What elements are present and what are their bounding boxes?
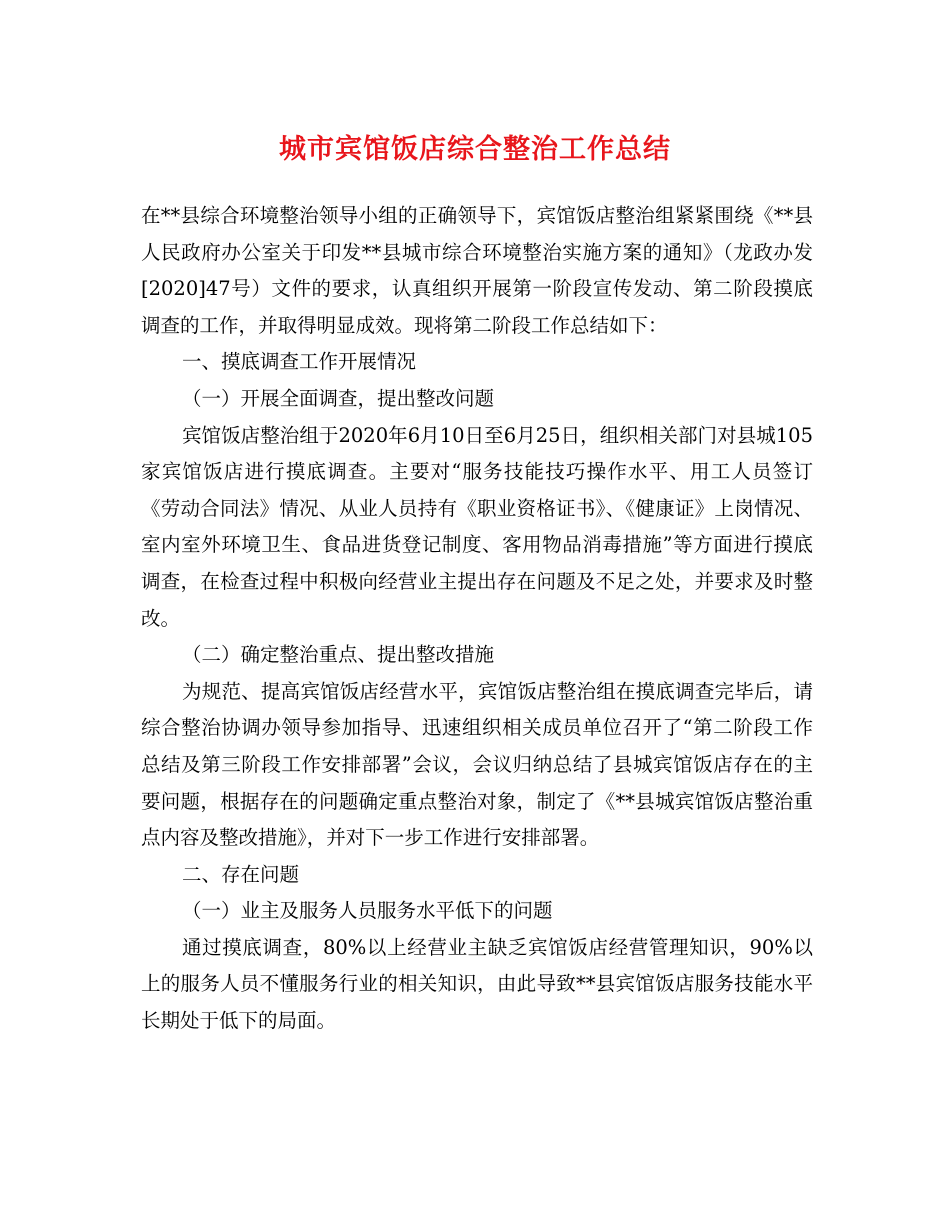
- body-paragraph: 为规范、提高宾馆饭店经营水平，宾馆饭店整治组在摸底调查完毕后，请综合整治协调办领导参加指导、迅速组织相关成员单位召开了“第二阶段工作总结及第三阶段工作安排部署”会议，会议归纳总结了县城宾馆饭店存在的主要问题，根据存在的问题确定重点整治对象，制定了《**县城宾馆饭店整治重点内容及整改措施》，并对下一步工作进行安排部署。: [141, 679, 813, 850]
- subsection-heading-1-2: （二）确定整治重点、提出整改措施: [182, 643, 495, 667]
- subsection-heading-1-1: （一）开展全面调查，提出整改问题: [182, 386, 495, 410]
- document-body: [141, 198, 813, 1040]
- intro-paragraph: 在**县综合环境整治领导小组的正确领导下，宾馆饭店整治组紧紧围绕《**县人民政府办公室关于印发**县城市综合环境整治实施方案的通知》（龙政办发[2020]47号）文件的要求，认真组织开展第一阶段宣传发动、第二阶段摸底调查的工作，并取得明显成效。现将第二阶段工作总结如下：: [141, 204, 813, 337]
- body-paragraph: 通过摸底调查，80%以上经营业主缺乏宾馆饭店经营管理知识，90%以上的服务人员不懂服务行业的相关知识，由此导致**县宾馆饭店服务技能水平长期处于低下的局面。: [141, 935, 813, 1033]
- subsection-heading-2-1: （一）业主及服务人员服务水平低下的问题: [182, 899, 553, 923]
- body-paragraph: 宾馆饭店整治组于2020年6月10日至6月25日，组织相关部门对县城105家宾馆饭店进行摸底调查。主要对“服务技能技巧操作水平、用工人员签订《劳动合同法》情况、从业人员持有《职业资格证书》、《健康证》上岗情况、室内室外环境卫生、食品进货登记制度、客用物品消毒措施”等方面进行摸底调查，在检查过程中积极向经营业主提出存在问题及不足之处，并要求及时整改。: [141, 423, 813, 630]
- section-heading-2: 二、存在问题: [182, 862, 300, 886]
- section-heading-1: 一、摸底调查工作开展情况: [182, 350, 417, 374]
- document-title: 城市宾馆饭店综合整治工作总结: [279, 134, 671, 165]
